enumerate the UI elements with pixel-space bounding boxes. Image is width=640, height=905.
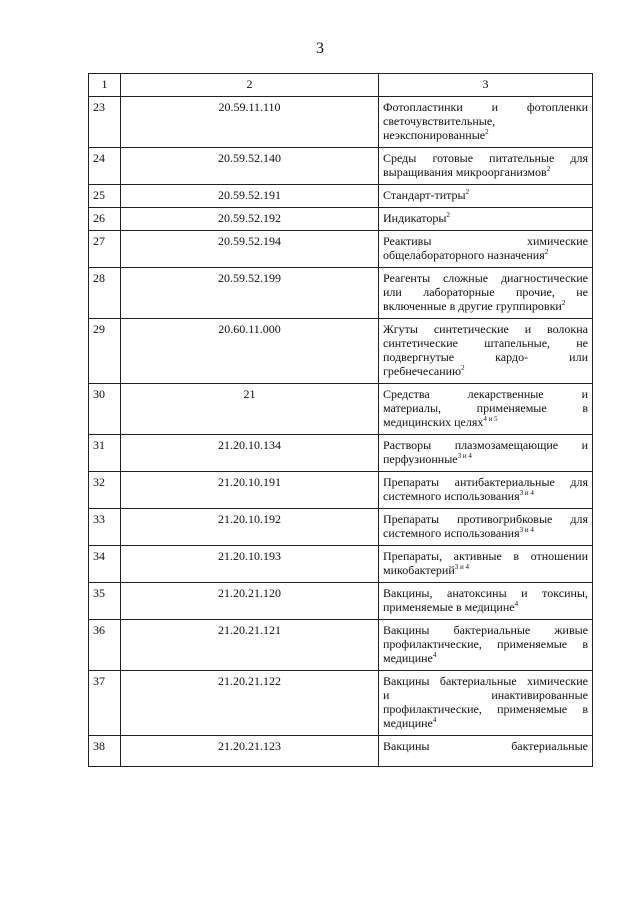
table-row xyxy=(89,231,593,268)
row-name-line: Реактивы химические xyxy=(383,234,588,248)
row-code: 20.59.52.192 xyxy=(121,208,379,231)
header-col-1: 1 xyxy=(89,74,121,97)
row-code: 21 xyxy=(121,384,379,435)
table-row xyxy=(89,583,593,620)
row-code: 21.20.10.192 xyxy=(121,509,379,546)
footnote-marker: 2 xyxy=(546,165,551,173)
table-row xyxy=(89,268,593,319)
row-name xyxy=(379,148,593,185)
row-name-line: материалы, применяемые в xyxy=(383,401,588,415)
row-code: 21.20.21.122 xyxy=(121,671,379,736)
footnote-marker: 4 и 5 xyxy=(483,415,498,423)
row-name-line: Вакцины, анатоксины и токсины, xyxy=(383,586,588,600)
row-name-last-line: перфузионные xyxy=(383,452,458,466)
row-name-line: Препараты антибактериальные для xyxy=(383,475,588,489)
row-name-line: профилактические, применяемые в xyxy=(383,702,588,716)
table-header-row xyxy=(89,74,593,97)
row-code: 20.59.11.110 xyxy=(121,97,379,148)
footnote-marker: 2 xyxy=(485,128,489,136)
footnote-marker: 2 xyxy=(461,364,465,372)
row-number: 23 xyxy=(89,97,121,148)
row-code: 21.20.21.121 xyxy=(121,620,379,671)
row-name xyxy=(379,671,593,736)
row-number: 26 xyxy=(89,208,121,231)
row-name-line: Вакцины бактериальные xyxy=(383,739,588,753)
row-code: 21.20.10.134 xyxy=(121,435,379,472)
row-name-line: Вакцины бактериальные химические xyxy=(383,674,588,688)
row-code: 20.59.52.199 xyxy=(121,268,379,319)
footnote-marker: 2 xyxy=(446,211,450,219)
row-name-last-line: гребнечесанию xyxy=(383,364,462,378)
footnote-marker: 4 xyxy=(432,651,437,659)
table-row xyxy=(89,384,593,435)
row-name xyxy=(379,319,593,384)
row-name xyxy=(379,231,593,268)
table-row xyxy=(89,736,593,767)
row-code: 21.20.10.191 xyxy=(121,472,379,509)
row-name xyxy=(379,384,593,435)
row-code: 21.20.21.120 xyxy=(121,583,379,620)
row-code: 21.20.10.193 xyxy=(121,546,379,583)
row-name-line: Препараты противогрибковые для xyxy=(383,512,588,526)
header-col-3: 3 xyxy=(379,74,593,97)
row-name-line: Среды готовые питательные для xyxy=(383,151,588,165)
table-row xyxy=(89,148,593,185)
table-row xyxy=(89,620,593,671)
table-row xyxy=(89,185,593,208)
row-name xyxy=(379,620,593,671)
row-name-line: профилактические, применяемые в xyxy=(383,637,588,651)
footnote-marker: 3 и 4 xyxy=(519,526,534,534)
table-row xyxy=(89,319,593,384)
row-name-line: подвергнутые кардо- или xyxy=(383,350,588,364)
table-row xyxy=(89,472,593,509)
row-number: 37 xyxy=(89,671,121,736)
row-number: 27 xyxy=(89,231,121,268)
row-name-line: Фотопластинки и фотопленки xyxy=(383,100,588,114)
page-number: 3 xyxy=(316,40,324,57)
header-col-2: 2 xyxy=(121,74,379,97)
row-name-line: и инактивированные xyxy=(383,688,588,702)
row-code: 20.60.11.000 xyxy=(121,319,379,384)
row-name-last-line: включенные в другие группировки xyxy=(383,299,562,313)
footnote-marker: 2 xyxy=(561,299,566,307)
row-number: 30 xyxy=(89,384,121,435)
row-name-line: синтетические штапельные, не xyxy=(383,336,588,350)
row-name xyxy=(379,509,593,546)
row-name-last-line: общелабораторного назначения xyxy=(383,248,545,262)
row-name-last-line: медицине xyxy=(383,651,433,665)
row-name xyxy=(379,97,593,148)
row-number: 35 xyxy=(89,583,121,620)
footnote-marker: 2 xyxy=(465,188,470,196)
row-name-last-line: применяемые в медицине xyxy=(383,600,515,614)
footnote-marker: 3 и 4 xyxy=(519,489,534,497)
row-name-last-line: неэкспонированные xyxy=(383,128,486,142)
row-name xyxy=(379,472,593,509)
row-number: 31 xyxy=(89,435,121,472)
row-number: 32 xyxy=(89,472,121,509)
footnote-marker: 3 и 4 xyxy=(454,563,470,571)
row-code: 21.20.21.123 xyxy=(121,736,379,767)
row-code: 20.59.52.194 xyxy=(121,231,379,268)
row-name-line: Жгуты синтетические и волокна xyxy=(383,322,588,336)
row-name xyxy=(379,208,593,231)
footnote-marker: 4 xyxy=(432,716,437,724)
row-name-last-line: системного использования xyxy=(383,526,520,540)
row-number: 29 xyxy=(89,319,121,384)
row-name-line: или лабораторные прочие, не xyxy=(383,285,588,299)
row-name-line: Препараты, активные в отношении xyxy=(383,549,588,563)
row-name-last-line: Стандарт-титры xyxy=(383,188,466,202)
row-number: 28 xyxy=(89,268,121,319)
row-name xyxy=(379,736,593,767)
row-name xyxy=(379,185,593,208)
row-name-last-line: выращивания микроорганизмов xyxy=(383,165,547,179)
row-number: 24 xyxy=(89,148,121,185)
row-name-last-line: Индикаторы xyxy=(383,211,447,225)
row-name-line: Средства лекарственные и xyxy=(383,387,588,401)
row-name xyxy=(379,268,593,319)
table-row xyxy=(89,509,593,546)
row-name-last-line: системного использования xyxy=(383,489,520,503)
row-name xyxy=(379,583,593,620)
footnote-marker: 2 xyxy=(544,248,549,256)
table-row xyxy=(89,97,593,148)
table-row xyxy=(89,435,593,472)
table-row xyxy=(89,208,593,231)
row-name-last-line: медицинских целях xyxy=(383,415,484,429)
row-code: 20.59.52.140 xyxy=(121,148,379,185)
row-name-last-line: медицине xyxy=(383,716,433,730)
row-name-line: Растворы плазмозамещающие и xyxy=(383,438,588,452)
row-number: 33 xyxy=(89,509,121,546)
row-number: 38 xyxy=(89,736,121,767)
row-name-last-line: микобактерий xyxy=(383,563,455,577)
row-name-line: Реагенты сложные диагностические xyxy=(383,271,588,285)
row-name xyxy=(379,435,593,472)
table-row xyxy=(89,671,593,736)
footnote-marker: 4 xyxy=(514,600,519,608)
products-table xyxy=(88,73,593,767)
row-name-line: светочувствительные, xyxy=(383,114,496,128)
footnote-marker: 3 и 4 xyxy=(457,452,472,460)
row-code: 20.59.52.191 xyxy=(121,185,379,208)
row-name xyxy=(379,546,593,583)
row-name-line: Вакцины бактериальные живые xyxy=(383,623,588,637)
row-number: 34 xyxy=(89,546,121,583)
row-number: 25 xyxy=(89,185,121,208)
table-row xyxy=(89,546,593,583)
row-number: 36 xyxy=(89,620,121,671)
